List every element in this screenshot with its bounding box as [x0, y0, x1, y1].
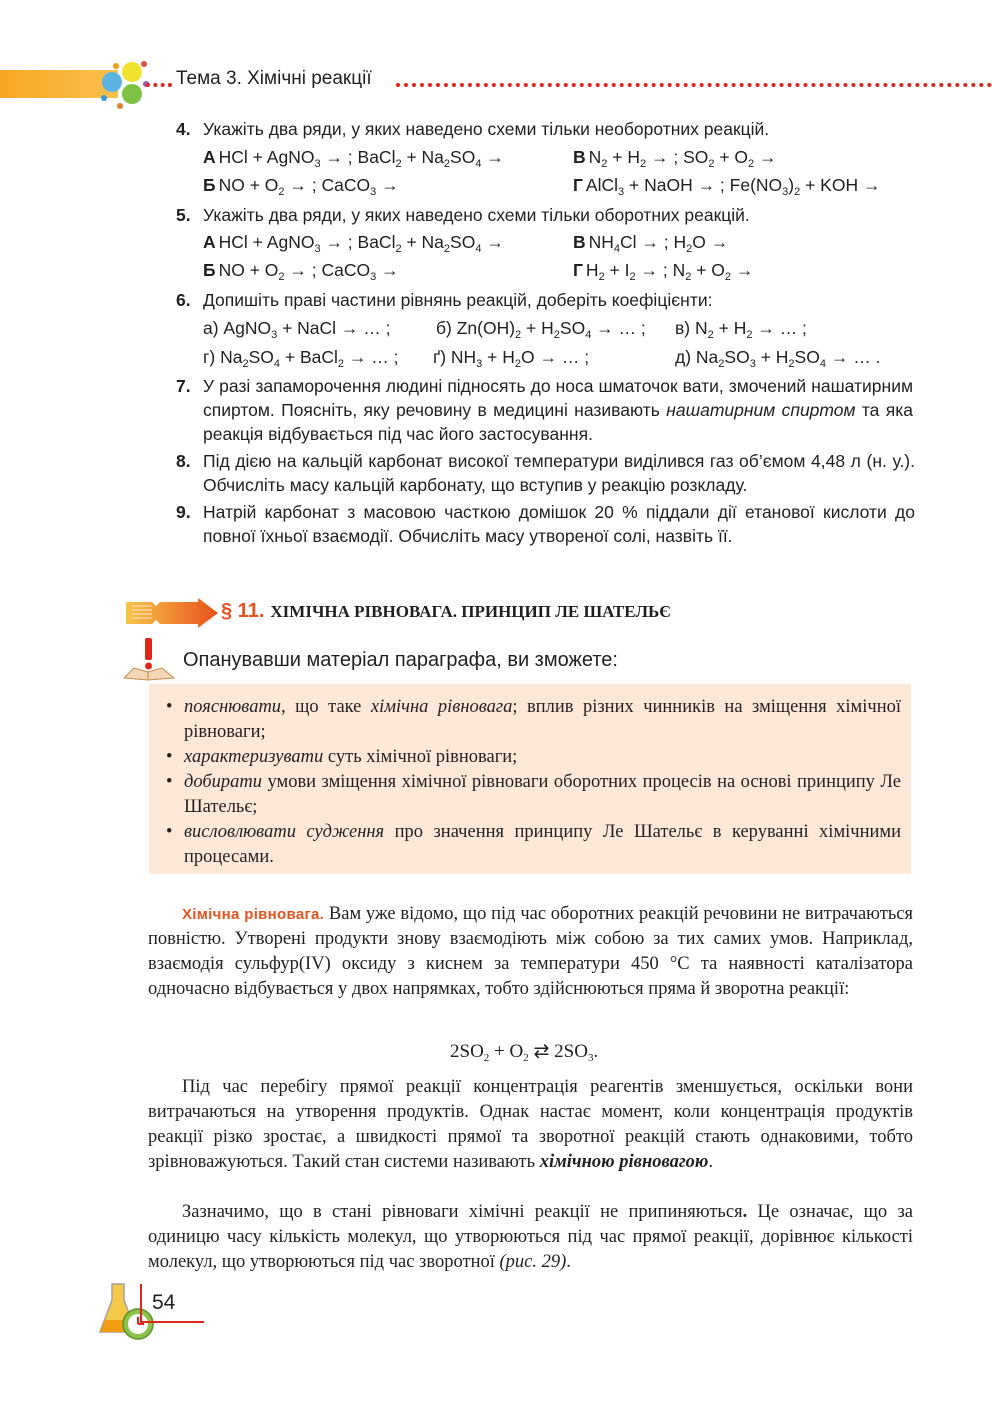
objective-item [166, 695, 901, 745]
exercise-text: Під дією на кальцій карбонат високої температури виділився газ об’ємом 4,48 л (н. у.). Обчисліть масу кальцій карбонату, що вступив у реакцію розкладу. [203, 451, 915, 495]
paragraph-2: Під час перебігу прямої реакції концентрація реагентів зменшується, оскільки вони витрачаються на утворення продуктів. Однак настає момент, коли концентрація продуктів реакції різко зростає, а швидкості прямої та зворотної реакцій стають однаковими, тобто зрівноважуються. Такий стан системи називають хімічною рівновагою. [148, 1077, 913, 1172]
exercise-5-option-g [573, 260, 753, 281]
exercise-number: 9. [176, 502, 191, 522]
exercise-number: 8. [176, 451, 191, 471]
book-arrow-icon [126, 598, 218, 628]
runin-heading: Хімічна рівновага. [182, 906, 325, 923]
exercise-text: Натрій карбонат з масовою часткою домішок 20 % піддали дії етанової кислоти до повної їхньої взаємодії. Обчисліть масу утвореної солі, назвіть її. [203, 502, 915, 546]
learning-outcomes-heading: Опанувавши матеріал параграфа, ви зможете: [183, 649, 618, 671]
option-formula: AlCl$_3$ + NaOH → ; $Fe(NO_3)_2$ + KOH → [585, 175, 881, 198]
option-label: А [203, 232, 216, 252]
exercise-9 [176, 500, 915, 548]
section-number: § 11. [221, 600, 265, 622]
objective-text: пояснювати, що таке хімічна рівновага; вплив різних чинників на зміщення хімічної рівноваги; [184, 697, 901, 742]
exercise-number: 6. [176, 290, 191, 310]
footer-rule [140, 1321, 204, 1323]
option-label: Б [203, 260, 216, 280]
chapter-title: Тема 3. Хімічні реакції [176, 68, 372, 89]
option-label: Б [203, 175, 216, 195]
objective-text: добирати умови зміщення хімічної рівноваги оборотних процесів на основі принципу Ле Шательє; [184, 772, 901, 817]
exercise-text: Укажіть два ряди, у яких наведено схеми тільки оборотних реакцій. [203, 205, 750, 225]
exercise-5-option-a [203, 232, 504, 253]
exercise-6-item-gg: ґ) $NH_3 + H_2O$ → … ; [433, 347, 590, 370]
exercise-4-option-b [203, 175, 399, 196]
option-label: Г [573, 260, 583, 280]
reaction-equation: $2SO_2 + O_2$ ⇄ $2SO_3$. [450, 1041, 599, 1064]
molecule-logo-icon [96, 56, 152, 112]
exercise-6-item-g: г) $Na_2SO_4$ + BaCl$_2$ → … ; [203, 347, 399, 370]
exercise-6-item-d: д) $Na_2SO_3 + H_2SO_4$ → … . [675, 347, 881, 370]
header-dots-left [146, 83, 172, 87]
exercise-4-option-v [573, 147, 777, 168]
exercise-5 [176, 203, 923, 227]
objective-item [166, 820, 902, 870]
bullet-icon: • [166, 747, 173, 767]
bullet-icon: • [166, 697, 173, 717]
option-formula: $H_2 + I_2$ → ; $N_2 + O_2$ → [585, 260, 754, 283]
paragraph-chemical-equilibrium [148, 902, 913, 1002]
exercise-number: 5. [176, 205, 191, 225]
exercise-6-item-v: в) $N_2 + H_2$ → … ; [675, 318, 807, 341]
option-formula: $N_2 + H_2$ → ; $SO_2 + O_2$ → [588, 147, 777, 170]
exercise-5-option-b [203, 260, 399, 281]
option-label: В [573, 147, 586, 167]
objective-item [166, 770, 901, 820]
bullet-icon: • [166, 772, 173, 792]
flask-clock-icon [96, 1282, 158, 1342]
exercise-number: 4. [176, 119, 191, 139]
objective-item [166, 745, 901, 770]
header-dots-right [396, 83, 992, 87]
option-formula: HCl + AgNO$_3$ → ; BaCl$_2$ + $Na_2SO_4$ → [218, 147, 504, 170]
option-formula: HCl + AgNO$_3$ → ; BaCl$_2$ + $Na_2SO_4$ → [218, 232, 504, 255]
exercise-4-option-a [203, 147, 504, 168]
exercise-6-item-b: б) $Zn(OH)_2 + H_2SO_4$ → … ; [436, 318, 646, 341]
exercise-8 [176, 449, 915, 497]
footer-vertical-rule [140, 1284, 142, 1322]
exercise-4 [176, 117, 923, 141]
paragraph-text: Вам уже відомо, що під час оборотних реакцій речовини не витрачаються повністю. Утворені продукти знову взаємодіють між собою за тих самих умов. Наприклад, взаємодія сульфур(IV) оксиду з киснем за температури 450 °С та наявності каталізатора одночасно відбувається у двох напрямках, тобто здійснюються пряма й зворотна реакції: [148, 904, 914, 999]
objective-text: висловлювати судження про значення принципу Ле Шательє в керуванні хімічними процесами. [184, 822, 902, 867]
exercise-text: У разі запаморочення людині підносять до носа шматочок вати, змочений нашатирним спиртом. Поясніть, яку речовину в медицині називають нашатирним спиртом та яка реакція відбувається під час його застосування. [203, 376, 913, 444]
exercise-text: Укажіть два ряди, у яких наведено схеми тільки необоротних реакцій. [203, 119, 770, 139]
section-heading [221, 600, 671, 623]
option-formula: NO + $O_2$ → ; CaCO$_3$ → [218, 175, 399, 198]
exercise-number: 7. [176, 376, 191, 396]
option-formula: NO + $O_2$ → ; CaCO$_3$ → [218, 260, 399, 283]
section-title: ХІМІЧНА РІВНОВАГА. ПРИНЦИП ЛЕ ШАТЕЛЬЄ [270, 602, 671, 621]
page-number: 54 [152, 1291, 176, 1314]
exercise-7 [176, 374, 913, 446]
objectives-box [149, 684, 911, 874]
objective-text: характеризувати суть хімічної рівноваги; [184, 747, 518, 767]
bullet-icon: • [166, 822, 173, 842]
exercise-4-option-g [573, 175, 880, 196]
exercise-text: Допишіть праві частини рівнянь реакцій, доберіть коефіцієнти: [203, 290, 713, 310]
exercise-6-item-a: а) AgNO$_3$ + NaCl → … ; [203, 318, 391, 341]
option-label: В [573, 232, 586, 252]
exercise-5-option-v [573, 232, 728, 253]
option-label: А [203, 147, 216, 167]
option-formula: $NH_4Cl$ → ; $H_2O$ → [588, 232, 729, 255]
exercise-6 [176, 288, 923, 312]
option-label: Г [573, 175, 583, 195]
book-exclamation-icon [122, 638, 176, 682]
paragraph-3: Зазначимо, що в стані рівноваги хімічні реакції не припиняються. Це означає, що за одиницю часу кількість молекул, що утворюються під час прямої реакції, дорівнює кількості молекул, що утворюються під час зворотної (рис. 29). [148, 1202, 913, 1272]
